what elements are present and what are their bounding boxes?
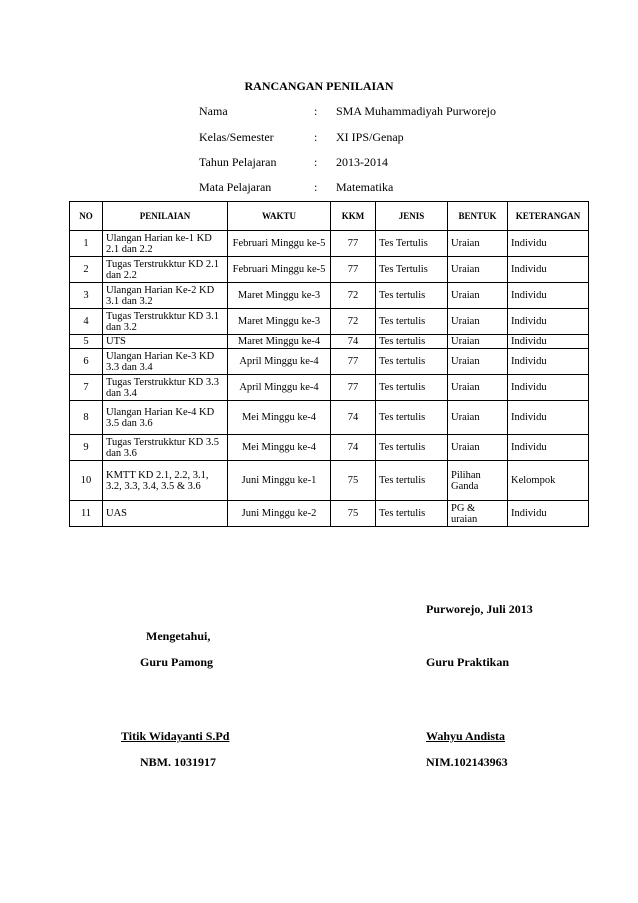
cell-no: 8 — [70, 401, 103, 435]
cell-penilaian: Tugas Terstrukktur KD 3.1 dan 3.2 — [103, 309, 228, 335]
cell-jenis: Tes tertulis — [376, 349, 448, 375]
cell-waktu: Juni Minggu ke-2 — [228, 501, 331, 527]
cell-jenis: Tes tertulis — [376, 401, 448, 435]
cell-no: 3 — [70, 283, 103, 309]
cell-waktu: Mei Minggu ke-4 — [228, 435, 331, 461]
table-row — [70, 231, 589, 257]
header-bentuk: BENTUK — [448, 202, 508, 231]
cell-no: 10 — [70, 461, 103, 501]
signature-left-id: NBM. 1031917 — [140, 755, 216, 769]
cell-no: 9 — [70, 435, 103, 461]
cell-kkm: 74 — [331, 435, 376, 461]
signature-left-name: Titik Widayanti S.Pd — [121, 729, 230, 743]
cell-no: 1 — [70, 231, 103, 257]
cell-keterangan: Individu — [508, 231, 589, 257]
signature-right-id: NIM.102143963 — [426, 755, 508, 769]
cell-keterangan: Individu — [508, 375, 589, 401]
cell-no: 6 — [70, 349, 103, 375]
cell-keterangan: Individu — [508, 283, 589, 309]
assessment-table — [69, 201, 589, 527]
table-row — [70, 283, 589, 309]
cell-bentuk: PG & uraian — [448, 501, 508, 527]
cell-keterangan: Kelompok — [508, 461, 589, 501]
cell-bentuk: Uraian — [448, 231, 508, 257]
cell-waktu: Maret Minggu ke-4 — [228, 335, 331, 349]
cell-no: 2 — [70, 257, 103, 283]
signature-intro: Mengetahui, — [146, 629, 211, 643]
cell-penilaian: UTS — [103, 335, 228, 349]
cell-waktu: Februari Minggu ke-5 — [228, 231, 331, 257]
table-row — [70, 401, 589, 435]
cell-keterangan: Individu — [508, 501, 589, 527]
header-kkm: KKM — [331, 202, 376, 231]
cell-waktu: Maret Minggu ke-3 — [228, 283, 331, 309]
table-row — [70, 435, 589, 461]
cell-bentuk: Uraian — [448, 375, 508, 401]
cell-jenis: Tes Tertulis — [376, 257, 448, 283]
cell-jenis: Tes Tertulis — [376, 231, 448, 257]
cell-waktu: Mei Minggu ke-4 — [228, 401, 331, 435]
info-value-kelas: XI IPS/Genap — [336, 130, 404, 144]
cell-kkm: 75 — [331, 501, 376, 527]
cell-penilaian: Ulangan Harian Ke-3 KD 3.3 dan 3.4 — [103, 349, 228, 375]
header-waktu: WAKTU — [228, 202, 331, 231]
place-date: Purworejo, Juli 2013 — [426, 602, 533, 616]
table-row — [70, 501, 589, 527]
cell-kkm: 74 — [331, 401, 376, 435]
cell-penilaian: Ulangan Harian Ke-4 KD 3.5 dan 3.6 — [103, 401, 228, 435]
table-header-row — [70, 202, 589, 231]
cell-kkm: 72 — [331, 283, 376, 309]
cell-no: 11 — [70, 501, 103, 527]
table-row — [70, 349, 589, 375]
cell-jenis: Tes tertulis — [376, 435, 448, 461]
info-colon: : — [314, 130, 318, 144]
cell-waktu: April Minggu ke-4 — [228, 375, 331, 401]
info-value-nama: SMA Muhammadiyah Purworejo — [336, 104, 496, 118]
cell-keterangan: Individu — [508, 257, 589, 283]
cell-jenis: Tes tertulis — [376, 375, 448, 401]
header-penilaian: PENILAIAN — [103, 202, 228, 231]
cell-penilaian: Tugas Terstrukktur KD 2.1 dan 2.2 — [103, 257, 228, 283]
cell-no: 7 — [70, 375, 103, 401]
cell-no: 5 — [70, 335, 103, 349]
info-colon: : — [314, 155, 318, 169]
cell-bentuk: Uraian — [448, 309, 508, 335]
cell-penilaian: Ulangan Harian Ke-2 KD 3.1 dan 3.2 — [103, 283, 228, 309]
cell-kkm: 74 — [331, 335, 376, 349]
cell-no: 4 — [70, 309, 103, 335]
cell-waktu: April Minggu ke-4 — [228, 349, 331, 375]
info-label-tahun: Tahun Pelajaran — [199, 155, 277, 169]
table-row — [70, 335, 589, 349]
info-label-kelas: Kelas/Semester — [199, 130, 274, 144]
document-title: RANCANGAN PENILAIAN — [244, 79, 394, 93]
info-colon: : — [314, 104, 318, 118]
table-row — [70, 375, 589, 401]
cell-jenis: Tes tertulis — [376, 283, 448, 309]
signature-right-role: Guru Praktikan — [426, 655, 510, 669]
header-jenis: JENIS — [376, 202, 448, 231]
signature-right-name: Wahyu Andista — [426, 729, 506, 743]
cell-keterangan: Individu — [508, 335, 589, 349]
cell-kkm: 77 — [331, 375, 376, 401]
cell-kkm: 72 — [331, 309, 376, 335]
cell-jenis: Tes tertulis — [376, 501, 448, 527]
signature-left-role: Guru Pamong — [140, 655, 214, 669]
cell-bentuk: Uraian — [448, 257, 508, 283]
cell-keterangan: Individu — [508, 349, 589, 375]
header-keterangan: KETERANGAN — [508, 202, 589, 231]
cell-waktu: Maret Minggu ke-3 — [228, 309, 331, 335]
cell-keterangan: Individu — [508, 401, 589, 435]
cell-penilaian: KMTT KD 2.1, 2.2, 3.1, 3.2, 3.3, 3.4, 3.5 & 3.6 — [103, 461, 228, 501]
cell-waktu: Februari Minggu ke-5 — [228, 257, 331, 283]
cell-bentuk: Uraian — [448, 283, 508, 309]
cell-bentuk: Uraian — [448, 335, 508, 349]
cell-penilaian: Ulangan Harian ke-1 KD 2.1 dan 2.2 — [103, 231, 228, 257]
cell-keterangan: Individu — [508, 435, 589, 461]
cell-jenis: Tes tertulis — [376, 309, 448, 335]
cell-penilaian: Tugas Terstrukktur KD 3.5 dan 3.6 — [103, 435, 228, 461]
cell-keterangan: Individu — [508, 309, 589, 335]
cell-bentuk: Uraian — [448, 401, 508, 435]
cell-waktu: Juni Minggu ke-1 — [228, 461, 331, 501]
table-row — [70, 257, 589, 283]
table-row — [70, 309, 589, 335]
cell-kkm: 75 — [331, 461, 376, 501]
info-colon: : — [314, 180, 318, 194]
cell-jenis: Tes tertulis — [376, 461, 448, 501]
table-row — [70, 461, 589, 501]
cell-bentuk: Pilihan Ganda — [448, 461, 508, 501]
cell-kkm: 77 — [331, 349, 376, 375]
cell-penilaian: Tugas Terstrukktur KD 3.3 dan 3.4 — [103, 375, 228, 401]
cell-jenis: Tes tertulis — [376, 335, 448, 349]
info-label-mapel: Mata Pelajaran — [199, 180, 272, 194]
cell-bentuk: Uraian — [448, 435, 508, 461]
cell-kkm: 77 — [331, 231, 376, 257]
cell-bentuk: Uraian — [448, 349, 508, 375]
info-value-mapel: Matematika — [336, 180, 394, 194]
header-no: NO — [70, 202, 103, 231]
info-label-nama: Nama — [199, 104, 228, 118]
info-value-tahun: 2013-2014 — [336, 155, 388, 169]
cell-penilaian: UAS — [103, 501, 228, 527]
cell-kkm: 77 — [331, 257, 376, 283]
